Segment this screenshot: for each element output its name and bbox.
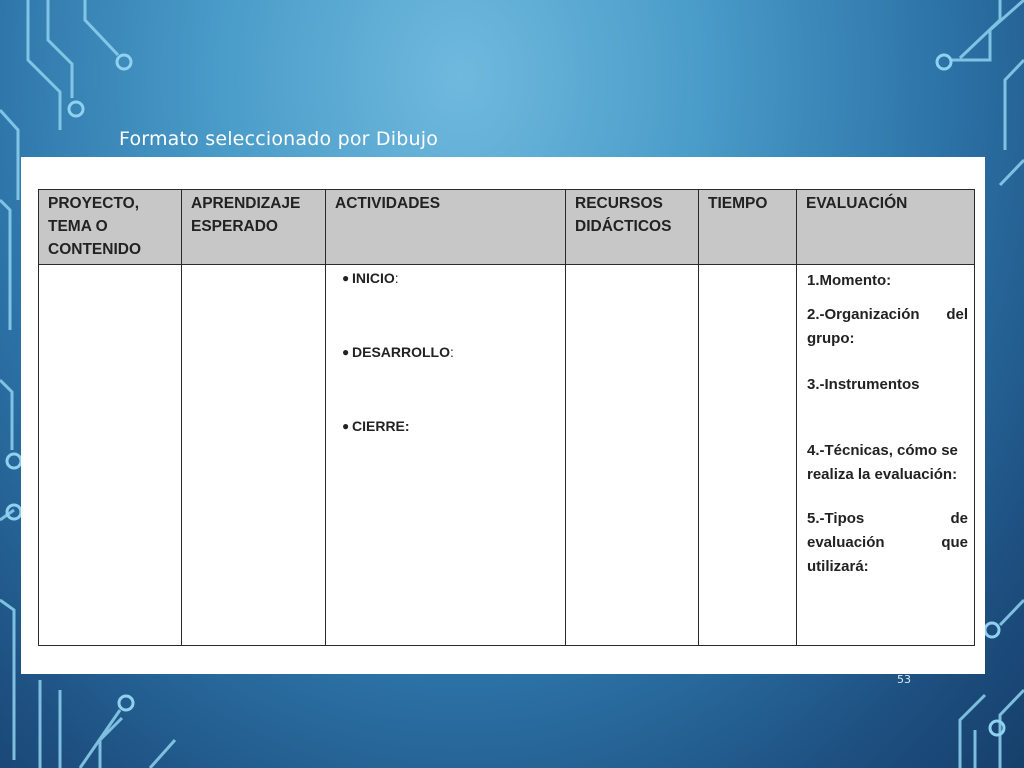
evaluation-text: 2.-Organización <box>807 306 920 323</box>
header-recursos <box>566 190 699 265</box>
header-aprendizaje-line2: ESPERADO <box>191 218 278 235</box>
activities-list <box>326 265 565 487</box>
evaluation-text: evaluación <box>807 534 885 551</box>
bullet-icon: ● <box>342 271 350 285</box>
evaluation-text: de <box>950 510 968 527</box>
activity-label: DESARROLLO <box>352 344 450 360</box>
evaluation-line: grupo: <box>807 330 855 347</box>
header-actividades-line1: ACTIVIDADES <box>335 195 441 212</box>
header-proyecto <box>39 190 182 265</box>
evaluation-line: realiza la evaluación: <box>807 466 958 483</box>
evaluation-item-tecnicas <box>807 439 968 487</box>
bullet-icon: ● <box>342 419 350 433</box>
header-tiempo <box>699 190 797 265</box>
evaluation-line <box>807 531 968 555</box>
evaluation-line: 3.-Instrumentos <box>807 376 920 393</box>
slide-title: Formato seleccionado por Dibujo <box>119 128 439 150</box>
evaluation-line: utilizará: <box>807 558 869 575</box>
header-tiempo-line1: TIEMPO <box>708 195 768 212</box>
header-proyecto-line1: PROYECTO, <box>48 195 140 212</box>
evaluation-text: del <box>946 306 968 323</box>
evaluation-text: 5.-Tipos <box>807 510 865 527</box>
header-proyecto-line2: TEMA O <box>48 218 108 235</box>
evaluation-line-justified <box>807 303 968 327</box>
header-evaluacion <box>797 190 975 265</box>
activity-suffix: : <box>394 270 399 286</box>
header-evaluacion-line1: EVALUACIÓN <box>806 195 908 212</box>
activity-label: INICIO <box>352 270 395 286</box>
activity-item-inicio <box>326 265 565 339</box>
header-aprendizaje <box>182 190 326 265</box>
evaluation-line: 4.-Técnicas, cómo se <box>807 442 958 459</box>
header-recursos-line1: RECURSOS <box>575 195 663 212</box>
cell-aprendizaje <box>182 265 326 646</box>
header-recursos-line2: DIDÁCTICOS <box>575 218 672 235</box>
cell-tiempo <box>699 265 797 646</box>
evaluation-item-tipos <box>807 507 968 579</box>
evaluation-item-momento <box>807 269 968 293</box>
cell-recursos <box>566 265 699 646</box>
header-proyecto-line3: CONTENIDO <box>48 241 141 258</box>
cell-actividades <box>326 265 566 646</box>
planning-table-panel <box>21 157 985 674</box>
activity-label: CIERRE: <box>352 418 410 434</box>
activity-item-cierre <box>326 413 565 487</box>
planning-table <box>38 189 975 646</box>
table-header-row <box>39 190 975 265</box>
table-body-row <box>39 265 975 646</box>
activity-suffix: : <box>450 344 454 360</box>
evaluation-item-organizacion <box>807 303 968 351</box>
cell-evaluacion <box>797 265 975 646</box>
cell-proyecto <box>39 265 182 646</box>
activity-item-desarrollo <box>326 339 565 413</box>
header-aprendizaje-line1: APRENDIZAJE <box>191 195 301 212</box>
header-actividades <box>326 190 566 265</box>
evaluation-item-instrumentos <box>807 373 968 397</box>
bullet-icon: ● <box>342 345 350 359</box>
evaluation-line <box>807 303 968 327</box>
evaluation-line: 1.Momento: <box>807 272 892 289</box>
evaluation-line <box>807 507 968 531</box>
evaluation-text: que <box>941 534 968 551</box>
slide-page-number: 53 <box>897 673 911 686</box>
